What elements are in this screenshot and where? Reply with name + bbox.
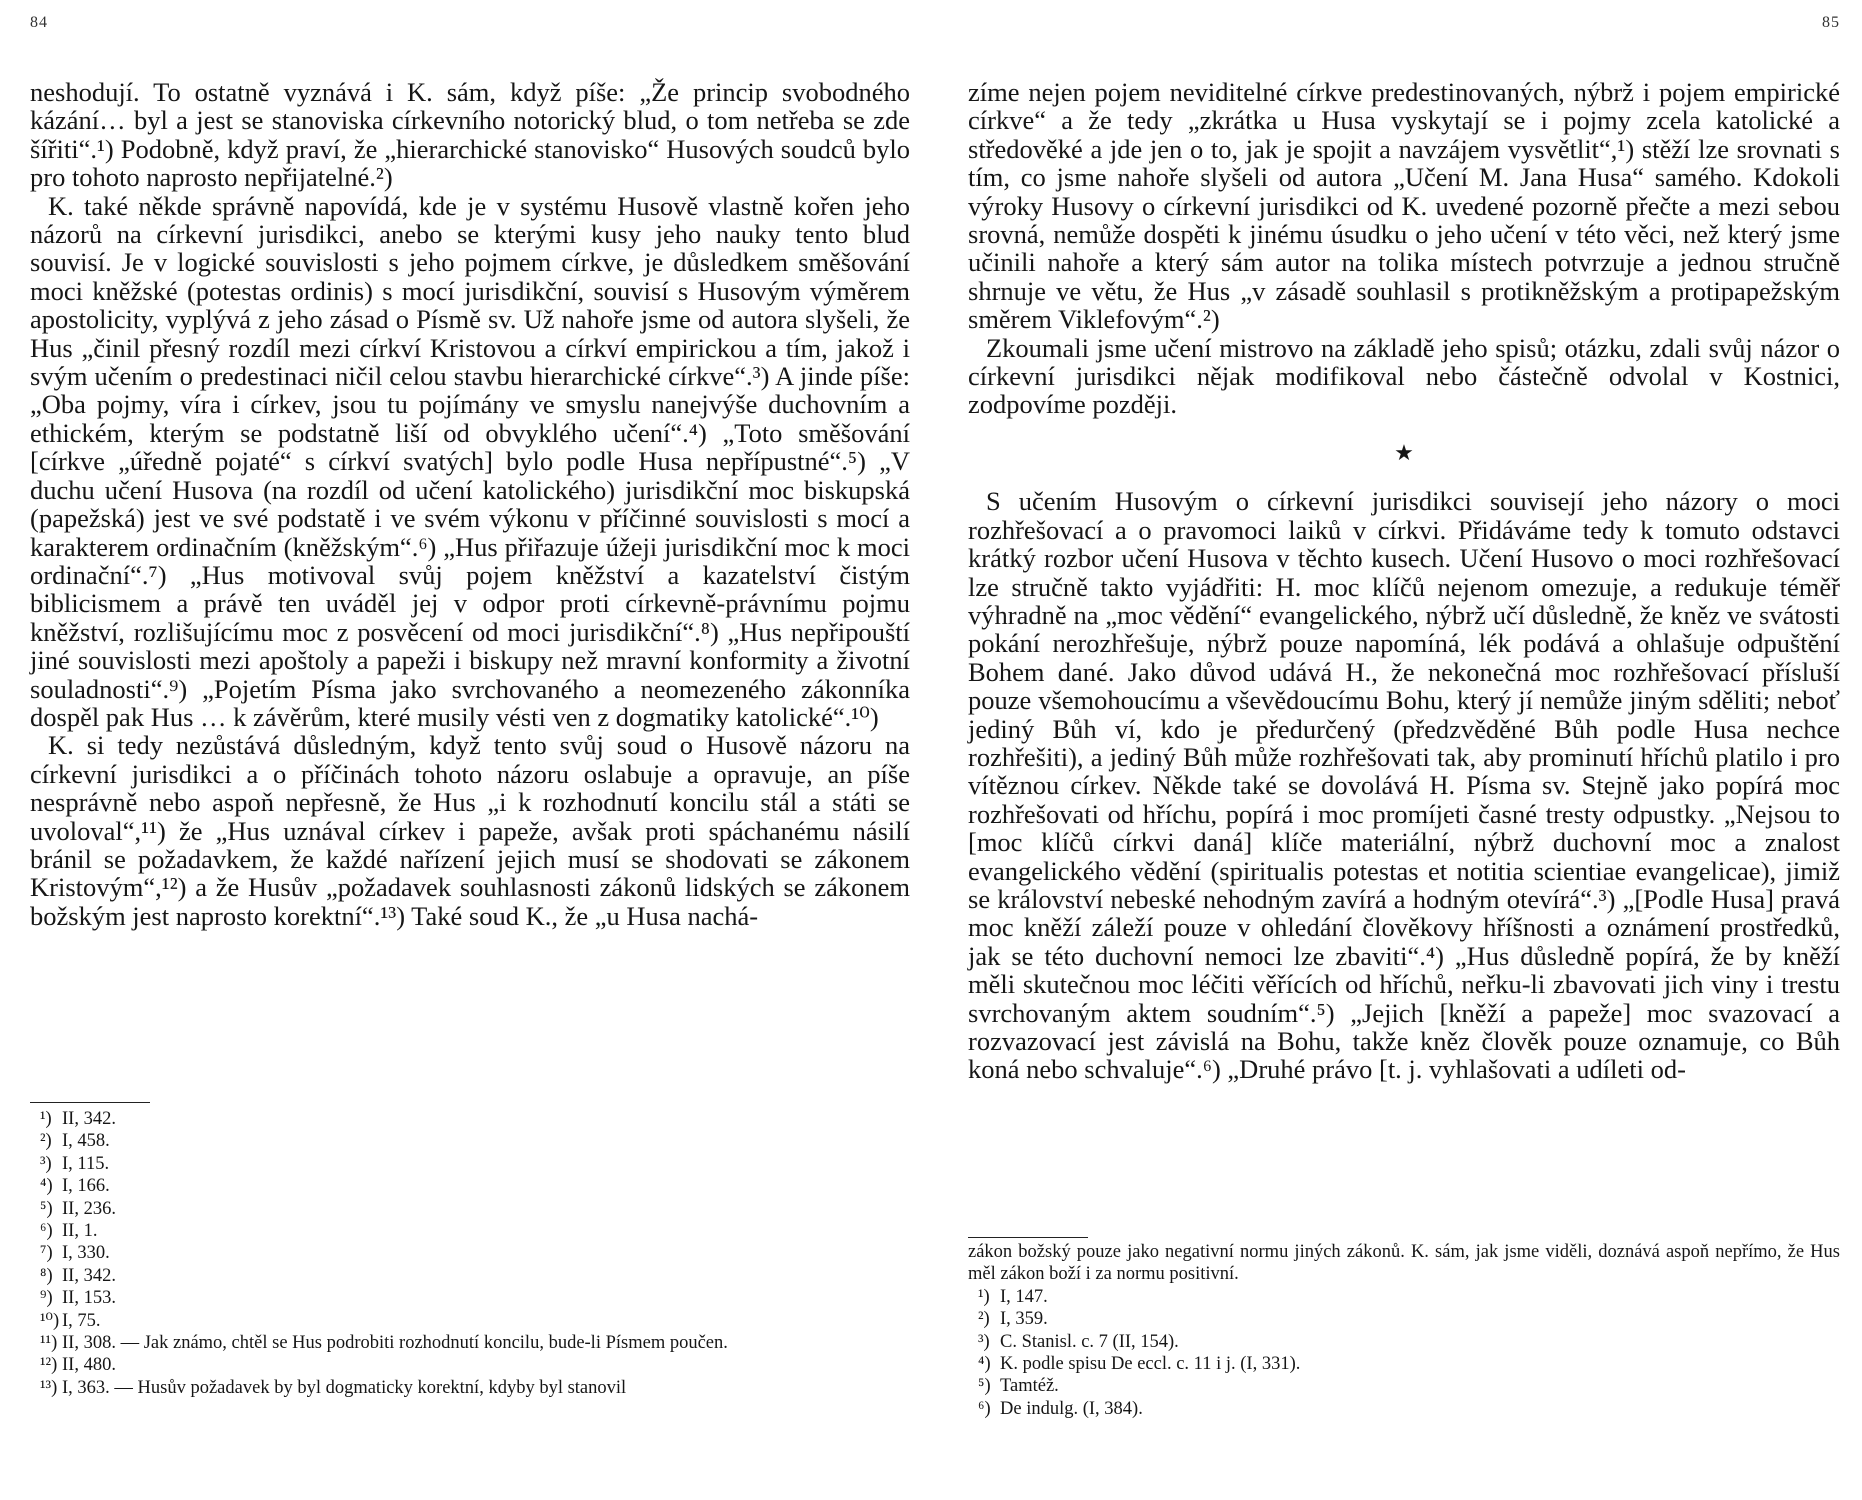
footnote-continuation: zákon božský pouze jako negativní normu jiných zákonů. K. sám, jak jsme viděli, doznává aspoň nepřímo, že Hus měl zákon boží i za normu positivní. <box>968 1242 1840 1285</box>
paragraph: Zkoumali jsme učení mistrovo na základě jeho spisů; otázku, zdali svůj názor o církevní jurisdikci nějak modifikoval nebo částečně odvolal v Kostnici, zodpovíme později. <box>968 332 1840 420</box>
footnote-divider <box>968 1237 1088 1238</box>
footnote: ⁴) K. podle spisu De eccl. c. 11 i j. (I, 331). <box>978 1354 1301 1375</box>
footnote: ⁵) Tamtéž. <box>978 1376 1059 1397</box>
footnote: ³) C. Stanisl. c. 7 (II, 154). <box>978 1331 1179 1352</box>
footnotes <box>30 1108 910 1399</box>
footnote: ⁶) De indulg. (I, 384). <box>978 1398 1143 1419</box>
paragraph: neshodují. To ostatně vyznává i K. sám, když píše: „Že princip svobodného kázání… byl a jest se stanoviska církevního notorický blud, o tom netřeba se zde šířiti“.¹) Podobně, když praví, že „hierarchické stanovisko“ Husových soudců bylo pro tohoto naprosto nepřijatelné.²) <box>30 77 910 193</box>
footnote: ¹³) I, 363. — Husův požadavek by byl dogmaticky korektní, kdyby byl stanovil <box>40 1377 627 1398</box>
paragraph: S učením Husovým o církevní jurisdikci souvisejí jeho názory o moci rozhřešovací a o pravomoci laiků v církvi. Přidáváme tedy k tomuto odstavci krátký rozbor učení Husova v těchto kusech. Učení Husovo o moci rozhřešovací lze stručně takto vyjádřiti: H. moc klíčů nejenom omezuje, a redukuje téměř výhradně na „moc vědění“ evangelického, nýbrž učí důsledně, že kněz ve svátosti pokání nerozhřešuje, nýbrž pouze napomíná, lék podává a ohlašuje odpuštění Bohem dané. Jako důvod udává H., že nekonečná moc rozhřešovací přísluší pouze všemohoucímu a vševědoucímu Bohu, který jí nemůže jiným sděliti; neboť jediný Bůh ví, kdo je předurčený (předzvěděné Bůh podle Husa nechce rozhřešiti), a jediný Bůh může rozhřešovati tak, aby prominutí hříchů platilo i pro vítěznou církev. Někde také se dovolává H. Písma sv. Stejně jako popírá moc rozhřešovati od hříchu, popírá i moc promíjeti časné tresty odpustky. „Nejsou to [moc klíčů církvi daná] klíče materiální, nýbrž duchovní moc a znalost evangelického vědění (spiritualis potestas et notitia scientiae evangelicae), jimiž se království nebeské nehodným zavírá a hodným otevírá“.³) „[Podle Husa] pravá moc kněží záleží pouze v ohledání člověkovy hříšnosti a oznámení prostředků, jak se této duchovní nemoci lze zbaviti“.⁴) „Hus důsledně popírá, že by kněží měli skutečnou moc léčiti věřících od hříchů, neřku-li zbavovati jich viny i trestu svrchovaným aktem soudním“.⁵) „Jejich [kněží a papeže] moc svazovací a rozvazovací jest závislá na Bohu, takže kněz člověk pouze oznamuje, co Bůh koná nebo schvaluje“.⁶) „Druhé právo [t. j. vyhlašovati a udíleti od- <box>968 486 1840 1085</box>
footnote: ¹) I, 147. <box>978 1286 1048 1307</box>
footnote: ²) I, 359. <box>978 1309 1048 1330</box>
footnote: ⁴) I, 166. <box>40 1176 110 1197</box>
main-text <box>968 78 1840 1084</box>
footnote: ²) I, 458. <box>40 1131 110 1152</box>
footnote: ³) I, 115. <box>40 1153 110 1174</box>
footnote: ¹¹) II, 308. — Jak známo, chtěl se Hus podrobiti rozhodnutí koncilu, bude-li Písmem poučen. <box>40 1333 728 1354</box>
footnotes <box>968 1241 1840 1420</box>
paragraph: zíme nejen pojem neviditelné církve predestinovaných, nýbrž i pojem empirické církve“ a že tedy „zkrátka u Husa vyskytají se i pojmy zcela katolické a středověké a jde jen o to, jak je spojit a navzájem vysvětlit“,¹) stěží lze srovnati s tím, co jsme nahoře slyšeli od autora „Učení M. Jana Husa“ samého. Kdokoli výroky Husovy o církevní jurisdikci od K. uvedené pozorně přečte a mezi sebou srovná, nemůže dospěti k jinému úsudku o jeho učení v této věci, než který jsme učinili nahoře a který sám autor na tolika místech potvrzuje a jednou stručně shrnuje ve větu, že Hus „v zásadě souhlasil s protikněžským a protipapežským směrem Viklefovým“.²) <box>968 77 1840 335</box>
footnote: ¹⁰) I, 75. <box>40 1310 101 1331</box>
paragraph: K. také někde správně napovídá, kde je v systému Husově vlastně kořen jeho názorů na církevní jurisdikci, anebo se kterými kusy jeho nauky tento blud souvisí. Je v logické souvislosti s jeho pojmem církve, je důsledkem směšování moci kněžské (potestas ordinis) s mocí jurisdikční, souvisí s Husovým výměrem apostolicity, vyplývá z jeho zásad o Písmě sv. Už nahoře jsme od autora slyšeli, že Hus „činil přesný rozdíl mezi církví Kristovou a církví empirickou a tím, jakož i svým učením o predestinaci ničil celou stavbu hierarchické církve“.³) A jinde píše: „Oba pojmy, víra i církev, jsou tu pojímány ve smyslu nanejvýše duchovním a ethickém, kterým se podstatně liší od obvyklého učení“.⁴) „Toto směšování [církve „úředně pojaté“ s církví svatých] bylo podle Husa nepřípustné“.⁵) „V duchu učení Husova (na rozdíl od učení katolického) jurisdikční moc biskupská (papežská) jest ve své podstatě i ve svém výkonu v příčinné souvislosti s mocí a karakterem ordinačním (kněžským“.⁶) „Hus přiřazuje úžeji jurisdikční moc k moci ordinační“.⁷) „Hus motivoval svůj pojem kněžství a kazatelství čistým biblicismem a právě ten uváděl jej v odpor proti církevně-právnímu pojmu kněžství, rozlišujícímu moc z posvěcení od moci jurisdikční“.⁸) „Hus nepřipouští jiné souvislosti mezi apoštoly a papeži i biskupy než mravní konformity a životní souladnosti“.⁹) „Pojetím Písma jako svrchovaného a neomezeného zákonníka dospěl pak Hus … k závěrům, které musily vésti ven z dogmatiky katolické“.¹⁰) <box>30 190 910 732</box>
page-number: 85 <box>1822 14 1840 31</box>
footnote: ⁷) I, 330. <box>40 1243 110 1264</box>
main-text <box>30 78 910 930</box>
footnote: ⁵) II, 236. <box>40 1198 116 1219</box>
footnote: ⁹) II, 153. <box>40 1288 116 1309</box>
left-page <box>30 0 910 1500</box>
page-number: 84 <box>30 14 48 31</box>
section-separator-star: ★ <box>1394 439 1414 465</box>
footnote-divider <box>30 1102 150 1103</box>
paragraph: K. si tedy nezůstává důsledným, když tento svůj soud o Husově názoru na církevní jurisdikci a o příčinách tohoto názoru oslabuje a opravuje, an píše nesprávně nebo aspoň nepřesně, že Hus „i k rozhodnutí koncilu stál a státi se uvoloval“,¹¹) že „Hus uznával církev i papeže, avšak proti spáchanému násilí bránil se požadavkem, že každé nařízení jejich musí se shodovati se zákonem Kristovým“,¹²) a že Husův „požadavek souhlasnosti zákonů lidských se zákonem božským jest naprosto korektní“.¹³) Také soud K., že „u Husa nachá- <box>30 730 910 931</box>
footnote: ⁶) II, 1. <box>40 1221 98 1242</box>
footnote: ¹) II, 342. <box>40 1109 116 1129</box>
footnote: ⁸) II, 342. <box>40 1265 116 1286</box>
right-page <box>968 0 1840 1500</box>
footnote: ¹²) II, 480. <box>40 1355 116 1376</box>
